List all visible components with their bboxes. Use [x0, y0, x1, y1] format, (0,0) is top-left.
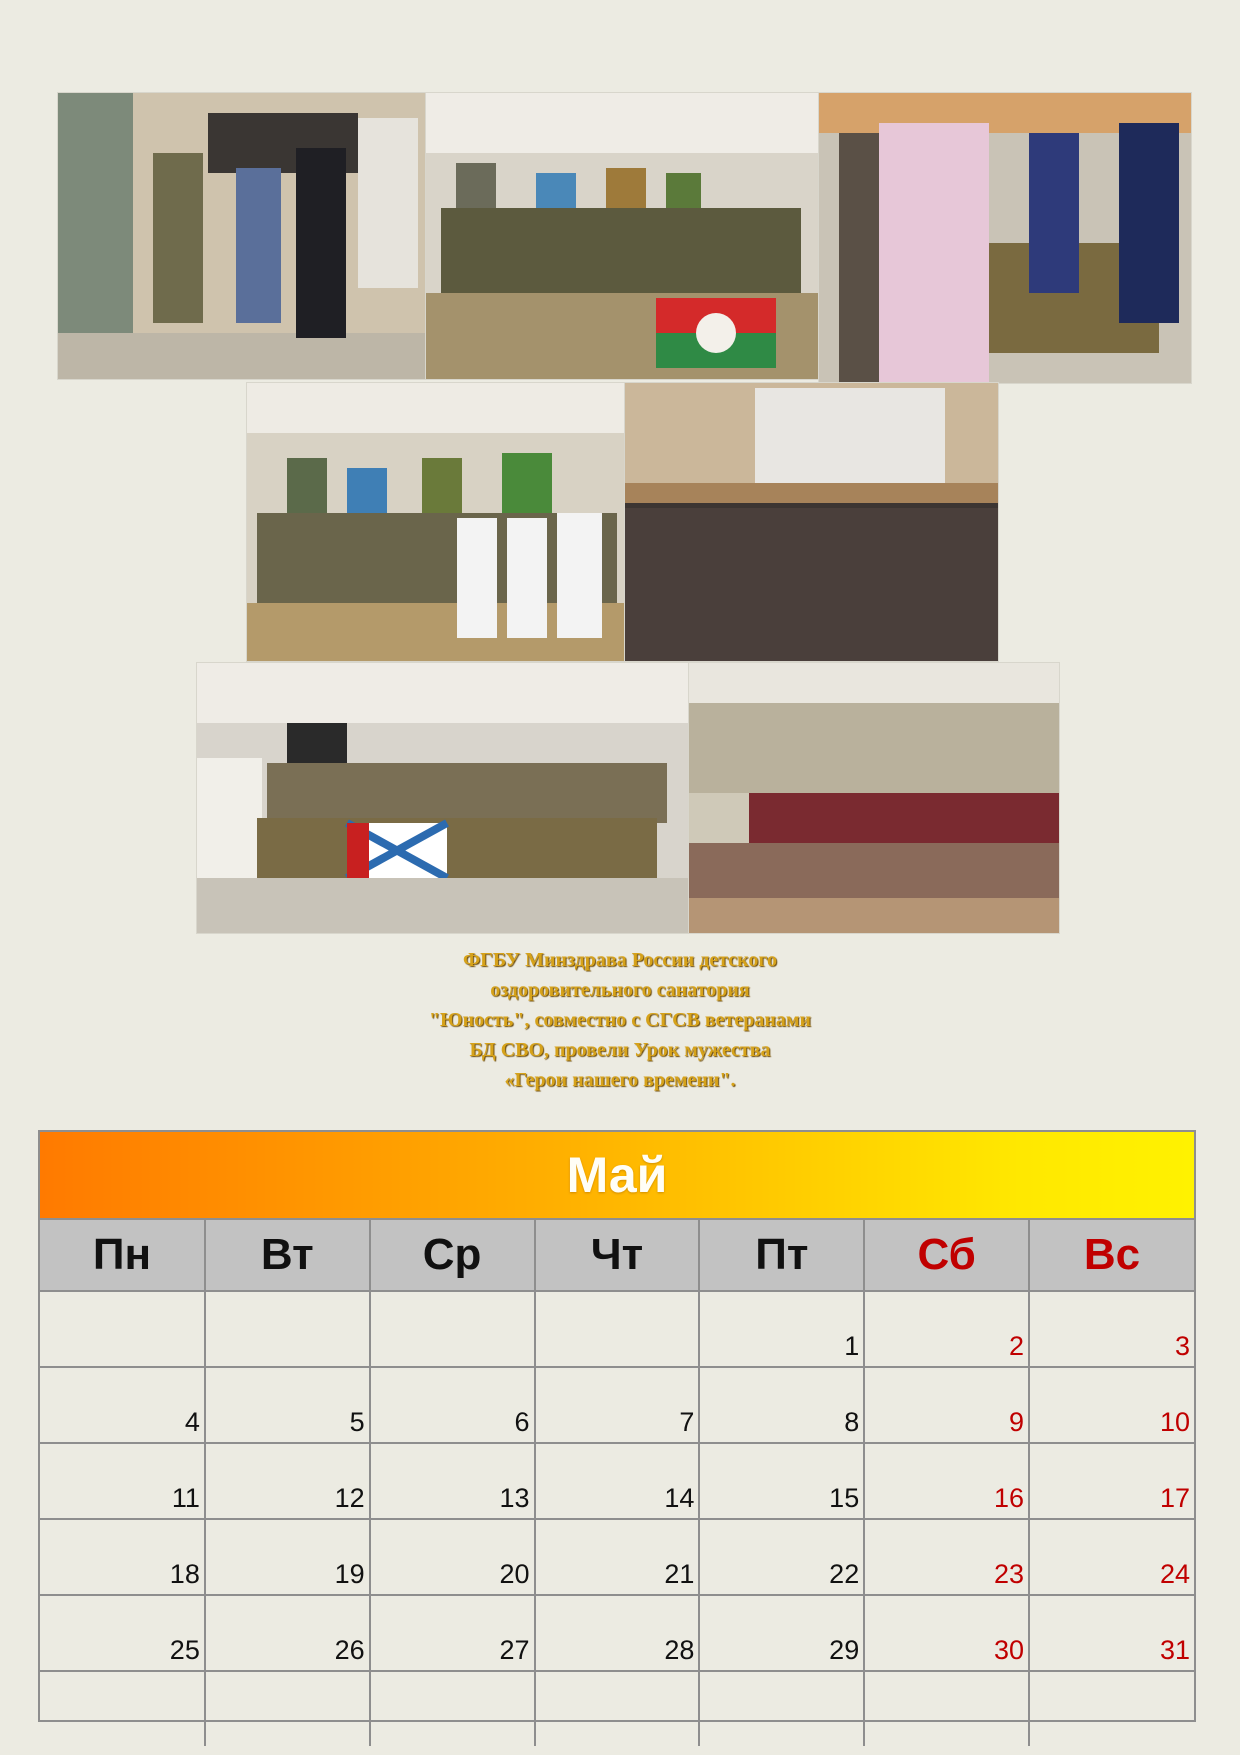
week-row: [40, 1367, 1194, 1443]
day-cell: [40, 1291, 205, 1367]
day-cell: 20: [370, 1519, 535, 1595]
day-cell: 12: [205, 1443, 370, 1519]
day-cell: 6: [370, 1367, 535, 1443]
day-cell: 5: [205, 1367, 370, 1443]
day-cell: 8: [699, 1367, 864, 1443]
caption-line: ФГБУ Минздрава России детского: [462, 949, 778, 971]
day-cell: 31: [1029, 1595, 1194, 1671]
day-cell: 9: [864, 1367, 1029, 1443]
week-row: [40, 1595, 1194, 1671]
day-cell: 25: [40, 1595, 205, 1671]
day-cell: [370, 1291, 535, 1367]
weekday-wed: Ср: [370, 1220, 535, 1291]
photo-veterans-exhibit-hall: [246, 382, 626, 662]
day-cell: [205, 1671, 370, 1746]
day-cell: [535, 1671, 700, 1746]
event-caption: [340, 945, 900, 1095]
day-cell: 23: [864, 1519, 1029, 1595]
caption-line: оздоровительного санатория: [490, 979, 750, 1001]
day-cell: [699, 1671, 864, 1746]
photo-auditorium-stage: [624, 382, 999, 662]
caption-line: «Герои нашего времени".: [504, 1069, 736, 1091]
day-cell: 11: [40, 1443, 205, 1519]
day-cell: 18: [40, 1519, 205, 1595]
day-cell: 3: [1029, 1291, 1194, 1367]
weekday-sun: Вс: [1029, 1220, 1194, 1291]
week-row: [40, 1443, 1194, 1519]
day-cell: [40, 1671, 205, 1746]
day-cell: 13: [370, 1443, 535, 1519]
photo-group-navy-flag: [196, 662, 690, 934]
week-row: [40, 1519, 1194, 1595]
week-row: [40, 1671, 1194, 1746]
day-cell: 7: [535, 1367, 700, 1443]
day-cell: 4: [40, 1367, 205, 1443]
weekday-tue: Вт: [205, 1220, 370, 1291]
day-cell: 10: [1029, 1367, 1194, 1443]
day-cell: 28: [535, 1595, 700, 1671]
day-cell: [864, 1671, 1029, 1746]
day-cell: 30: [864, 1595, 1029, 1671]
day-cell: 26: [205, 1595, 370, 1671]
calendar-weeks: [40, 1291, 1194, 1746]
caption-line: "Юность", совместно с СГСВ ветеранами: [428, 1009, 812, 1031]
weekday-mon: Пн: [40, 1220, 205, 1291]
day-cell: 17: [1029, 1443, 1194, 1519]
week-row: [40, 1291, 1194, 1367]
day-cell: 16: [864, 1443, 1029, 1519]
photo-audience-hall: [688, 662, 1060, 934]
weekday-fri: Пт: [699, 1220, 864, 1291]
day-cell: [535, 1291, 700, 1367]
day-cell: 24: [1029, 1519, 1194, 1595]
calendar-grid: [40, 1220, 1194, 1746]
day-cell: [205, 1291, 370, 1367]
day-cell: 22: [699, 1519, 864, 1595]
photo-memorial-plaque: [57, 92, 427, 380]
day-cell: [1029, 1671, 1194, 1746]
month-calendar: [38, 1130, 1196, 1722]
weekday-header-row: [40, 1220, 1194, 1291]
day-cell: 2: [864, 1291, 1029, 1367]
day-cell: 1: [699, 1291, 864, 1367]
day-cell: 29: [699, 1595, 864, 1671]
day-cell: 19: [205, 1519, 370, 1595]
caption-line: БД СВО, провели Урок мужества: [469, 1039, 771, 1061]
day-cell: [370, 1671, 535, 1746]
photo-group-with-flag: [425, 92, 820, 380]
photo-children-exhibit: [818, 92, 1192, 384]
day-cell: 14: [535, 1443, 700, 1519]
weekday-thu: Чт: [535, 1220, 700, 1291]
month-title: Май: [566, 1147, 668, 1203]
day-cell: 27: [370, 1595, 535, 1671]
weekday-sat: Сб: [864, 1220, 1029, 1291]
month-header: [40, 1132, 1194, 1220]
day-cell: 21: [535, 1519, 700, 1595]
day-cell: 15: [699, 1443, 864, 1519]
